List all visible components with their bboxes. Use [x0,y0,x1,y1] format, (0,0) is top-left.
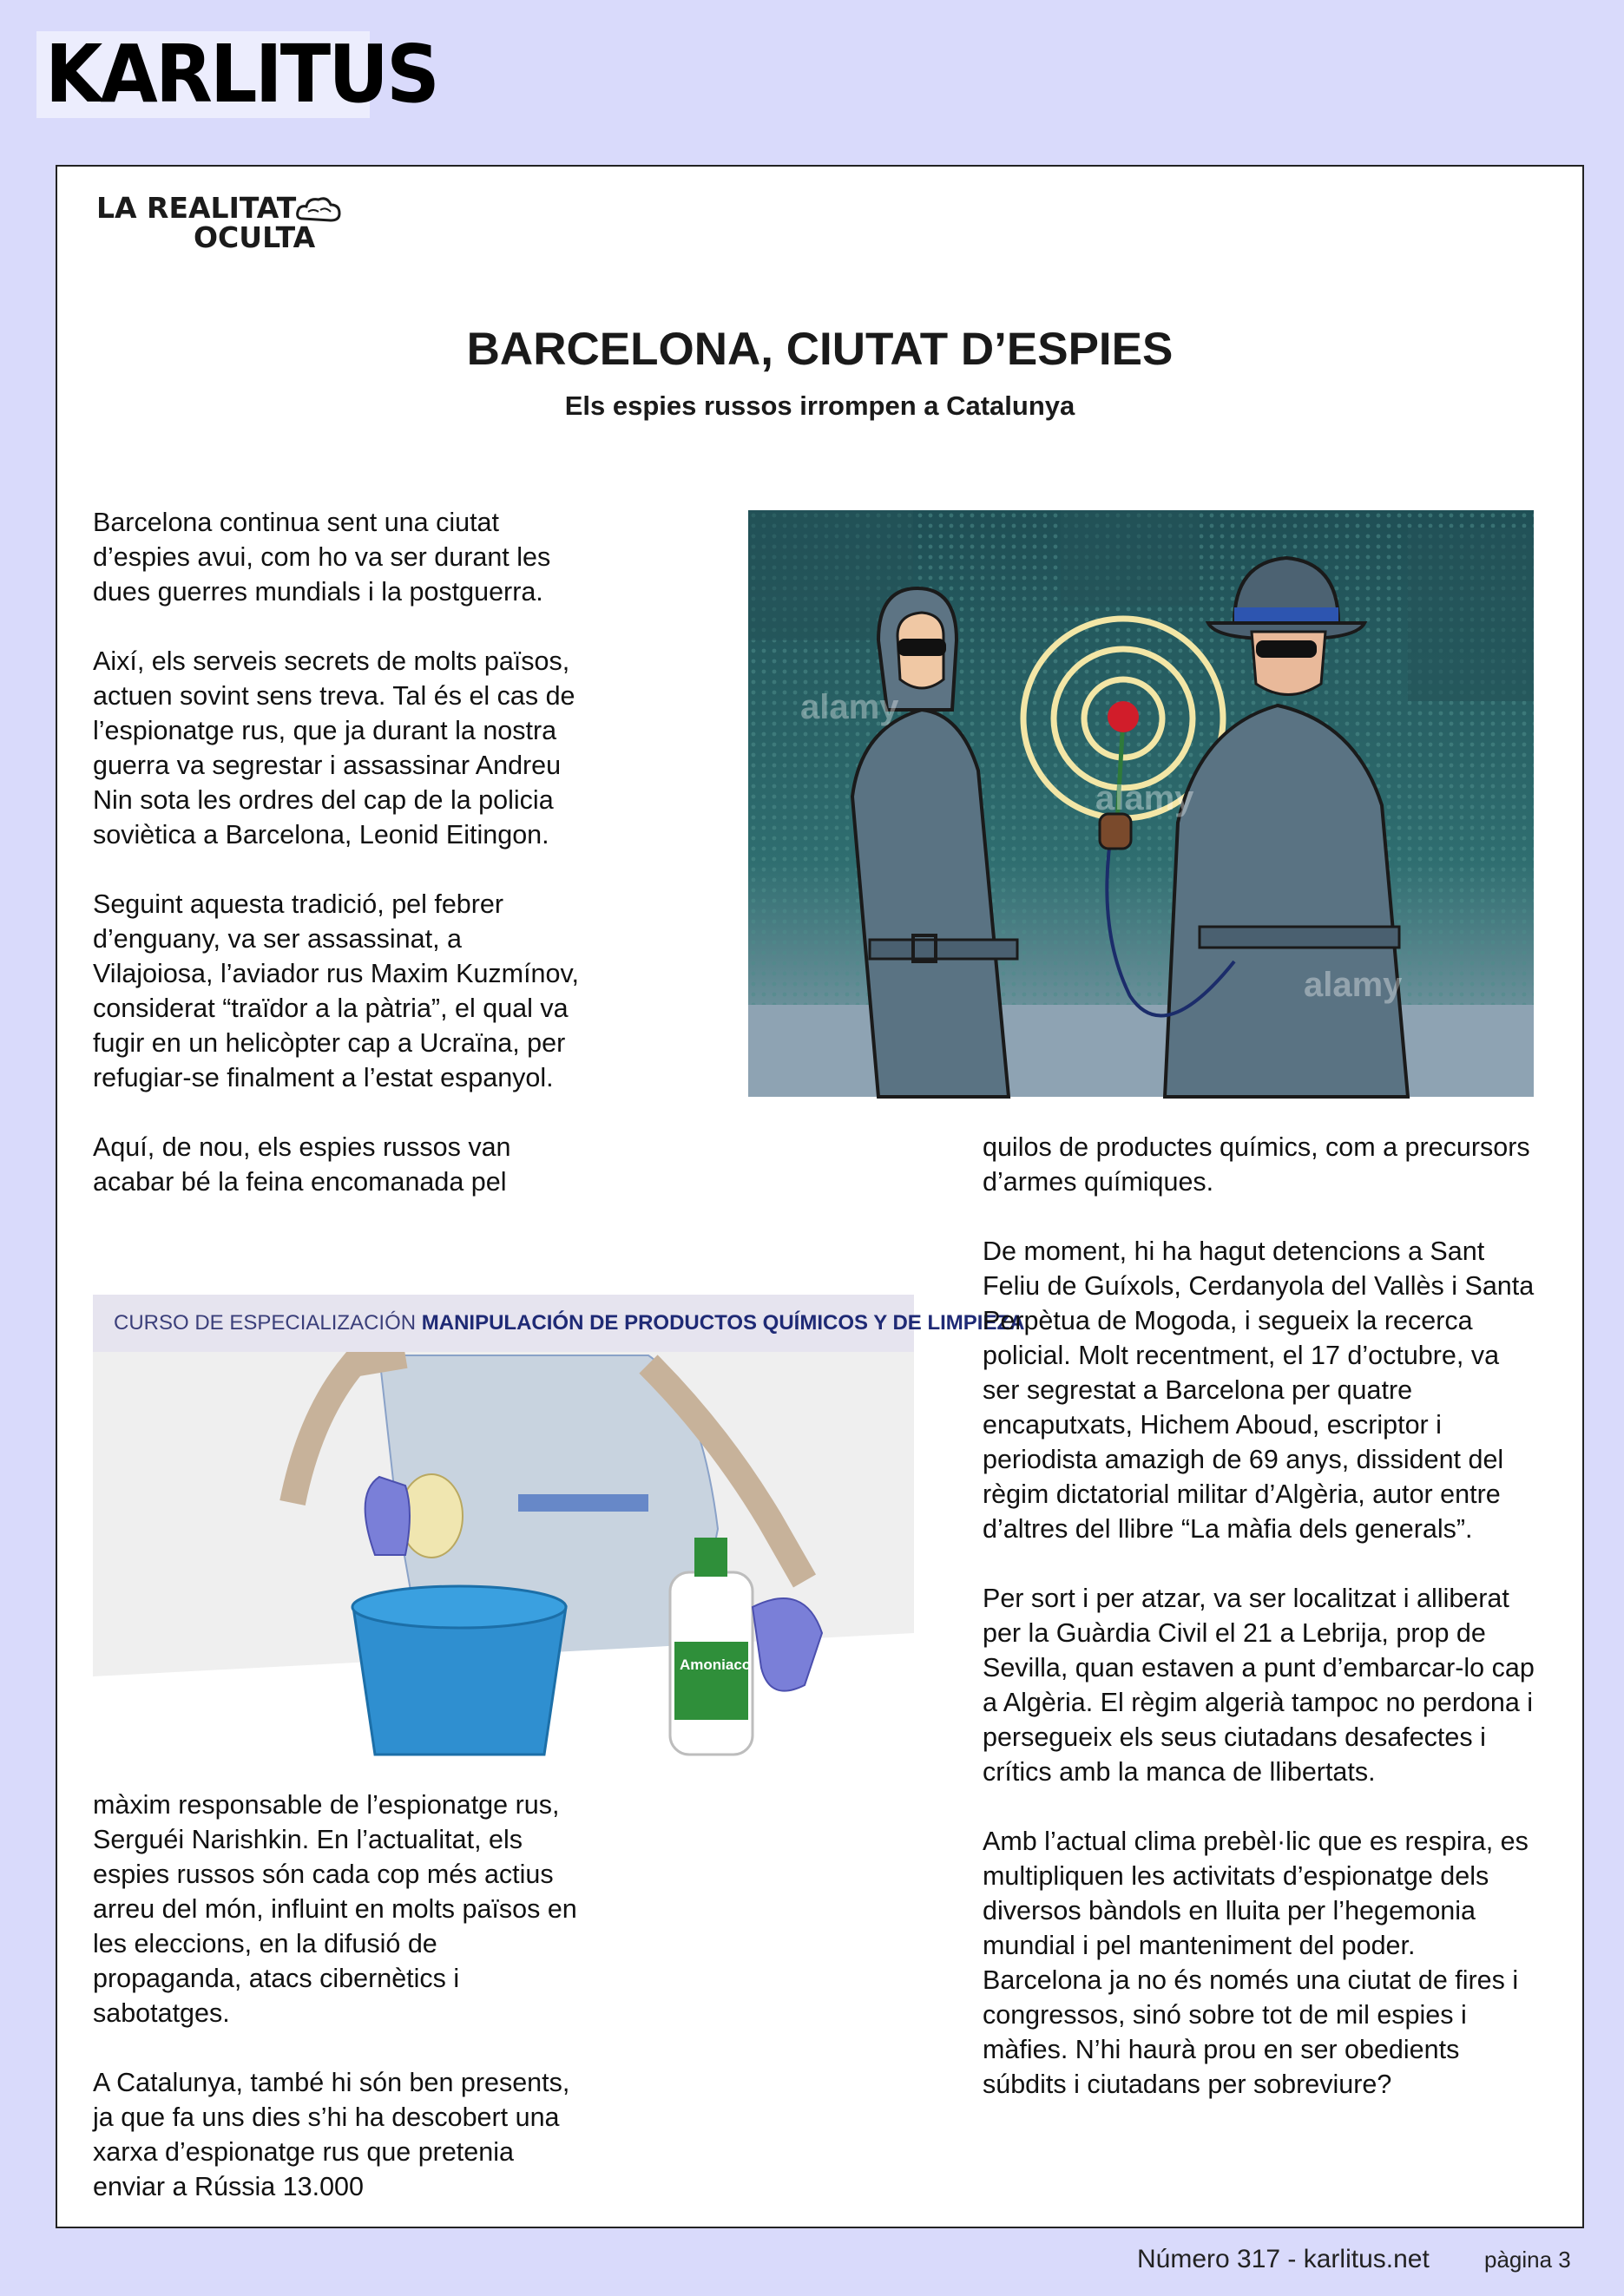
course-banner [93,1295,1025,1352]
right-column [983,1130,1535,2102]
section-logo [96,187,322,254]
chemicals-photo [93,1295,1025,1755]
article-frame [56,165,1584,2228]
section-logo-line1: LA REALITAT [96,191,297,225]
left-column-bottom [93,1788,588,2204]
paragraph: Aquí, de nou, els espies russos van acabar bé la feina encomanada pel [93,1132,511,1197]
paragraph: De moment, hi ha hagut detencions a Sant Feliu de Guíxols, Cerdanyola del Vallès i Santa Perpètua de Mogoda, i segueix la recerca policial. Molt recentment, el 17 d’octubre, va ser segrestat a Barcelona per quatre encaputxats, Hichem Aboud, escriptor i periodista amazigh de 69 anys, dissident del règim dictatorial militar d’Algèria, autor entre d’altres del llibre “La màfia dels generals”. [983,1237,1535,1544]
watermark: alamy [800,688,899,726]
paragraph: A Catalunya, també hi són ben presents, ja que fa uns dies s’hi ha descobert una xarxa d’espionatge rus que pretenia enviar a Rússia 13.000 [93,2068,570,2201]
paragraph: màxim responsable de l’espionatge rus, Serguéi Narishkin. En l’actualitat, els espies russos són cada cop més actius arreu del món, influint en molts països en les eleccions, en la difusió de propaganda, atacs cibernètics i sabotatges. [93,1790,577,2028]
course-banner-prefix: CURSO DE ESPECIALIZACIÓN [114,1311,417,1335]
paragraph: Barcelona continua sent una ciutat d’espies avui, com ho va ser durant les dues guerres mundials i la postguerra. [93,508,551,607]
paragraph: Seguint aquesta tradició, pel febrer d’enguany, va ser assassinat, a Vilajoiosa, l’aviador rus Maxim Kuzmínov, considerat “traïdor a la pàtria”, el qual va fugir en un helicòpter cap a Ucraïna, per refugiar-se finalment a l’estat espanyol. [93,889,579,1092]
course-banner-title: MANIPULACIÓN DE PRODUCTOS QUÍMICOS Y DE LIMPIEZA [421,1311,1025,1335]
brand-name: KARLITUS [45,28,437,121]
watermark: alamy [1304,966,1403,1004]
section-logo-line2: OCULTA [194,220,316,254]
footer-issue: Número 317 - karlitus.net [1137,2245,1430,2273]
watermark: alamy [1095,779,1194,817]
footer-page-number: pàgina 3 [1484,2247,1571,2273]
article-title: BARCELONA, CIUTAT D’ESPIES [466,324,1174,375]
article-subtitle: Els espies russos irrompen a Catalunya [564,390,1075,421]
left-column-top [93,505,588,1199]
cloud-icon [294,193,343,229]
masthead-logo [36,28,437,121]
paragraph: Així, els serveis secrets de molts països, actuen sovint sens treva. Tal és el cas de l’espionatge rus, que ja durant la nostra guerra va segrestar i assassinar Andreu Nin sota les ordres del cap de la policia soviètica a Barcelona, Leonid Eitingon. [93,646,575,850]
paragraph: quilos de productes químics, com a precursors d’armes químiques. [983,1132,1530,1197]
paragraph: Amb l’actual clima prebèl·lic que es respira, es multipliquen les activitats d’espionatge dels diversos bàndols en lluita per l’hegemonia mundial i pel manteniment del poder. Barcelona ja no és només una ciutat de fires i congressos, sinó sobre tot de mil espies i màfies. N’hi haurà prou en ser obedients súbdits i ciutadans per sobreviure? [983,1827,1529,2099]
bottle-label: Amoniaco [680,1656,752,1673]
paragraph: Per sort i per atzar, va ser localitzat i alliberat per la Guàrdia Civil el 21 a Lebrija, prop de Sevilla, quan estaven a punt d’embarcar-lo cap a Algèria. El règim algerià tampoc no perdona i persegueix els seus ciutadans desafectes i crítics amb la manca de llibertats. [983,1584,1535,1787]
spies-illustration [748,510,1534,1097]
